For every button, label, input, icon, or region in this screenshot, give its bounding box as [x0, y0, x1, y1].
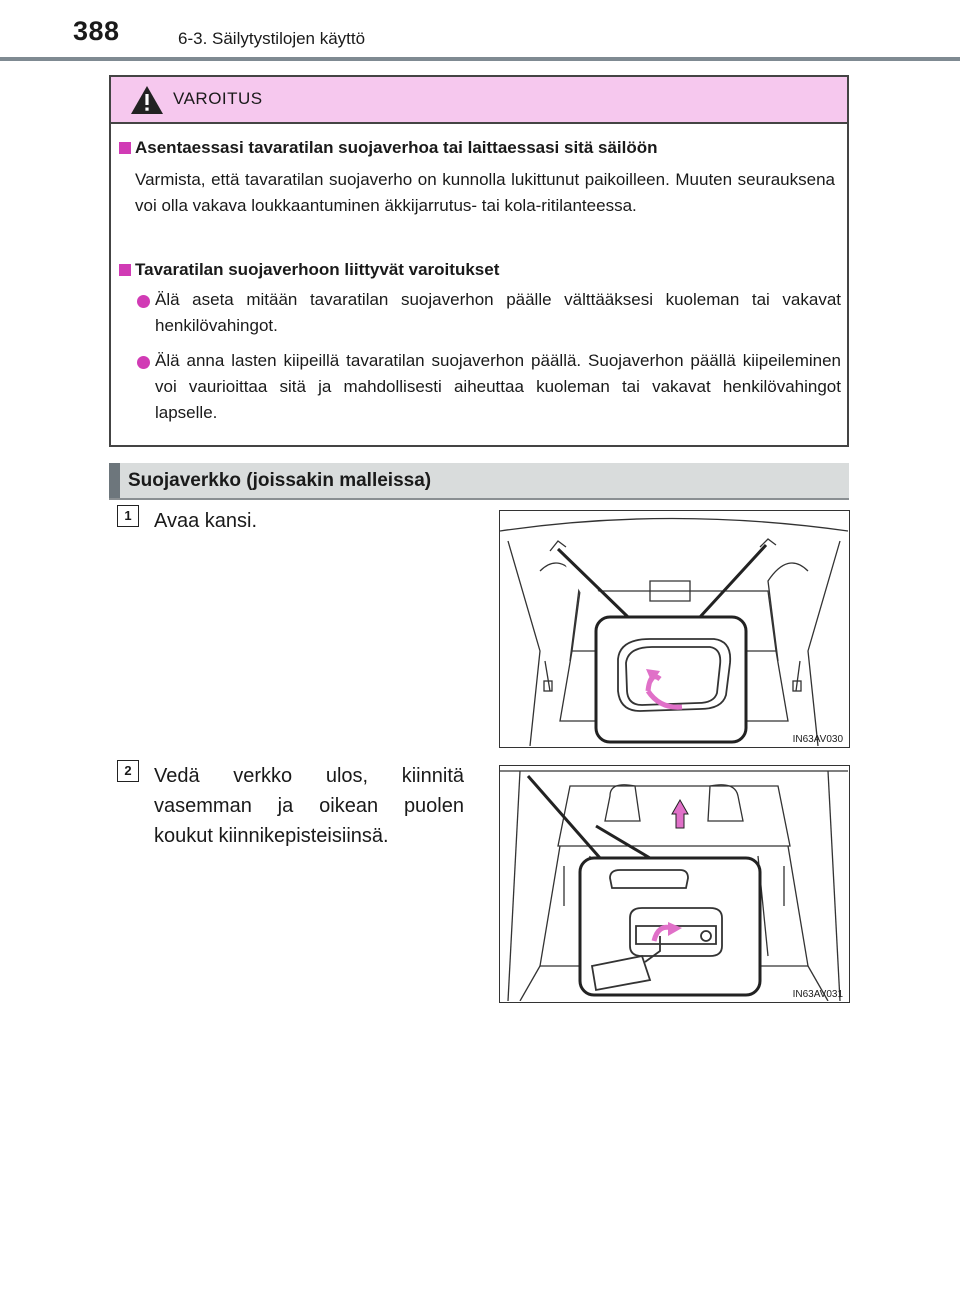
warning-bullet: Älä anna lasten kiipeillä tavaratilan suojaverhon päällä. Suojaverhon päällä kiipeileminen voi vaurioittaa sitä ja mahdollisesti aiheuttaa kuoleman tai vakavat henkilövahingot lapselle. [155, 351, 841, 422]
step-text: Avaa kansi. [154, 510, 258, 532]
warning-triangle-icon [130, 85, 164, 115]
page-header [0, 0, 960, 60]
page-number: 388 [73, 16, 120, 46]
subsection-marker [109, 463, 120, 498]
car-interior-illustration [500, 511, 848, 746]
warning-item-heading: Asentaessasi tavaratilan suojaverhoa tai laittaessasi sitä säilöön [135, 138, 658, 157]
warning-header [111, 77, 847, 124]
warning-item-text: Varmista, että tavaratilan suojaverho on kunnolla lukittunut paikoilleen. Muuten seurauksena voi olla vakava loukkaantuminen äkkijarrutus- tai kola-ritilanteessa. [135, 170, 835, 215]
header-rule [0, 57, 960, 61]
subsection-header [109, 463, 849, 500]
figure-attach-net [499, 765, 850, 1003]
step-number-badge: 2 [117, 760, 139, 782]
section-title: 6-3. Säilytystilojen käyttö [178, 29, 366, 48]
warning-box [109, 75, 849, 447]
warning-title: VAROITUS [173, 89, 263, 108]
warning-item-heading: Tavaratilan suojaverhoon liittyvät varoitukset [135, 260, 500, 279]
figure-open-cover [499, 510, 850, 748]
round-bullet-icon [137, 356, 150, 369]
square-bullet-icon [119, 142, 131, 154]
round-bullet-icon [137, 295, 150, 308]
warning-bullet: Älä aseta mitään tavaratilan suojaverhon päälle välttääksesi kuoleman tai vakavat henkilövahingot. [155, 290, 841, 335]
cargo-area-illustration [500, 766, 848, 1001]
step-text: Vedä verkko ulos, kiinnitä vasemman ja oikean puolen koukut kiinnikepisteisiinsä. [154, 765, 464, 847]
step-number-badge: 1 [117, 505, 139, 527]
figure-label: IN63AV030 [792, 734, 843, 745]
subsection-title: Suojaverkko (joissakin malleissa) [128, 470, 432, 491]
figure-label: IN63AV031 [792, 989, 843, 1000]
square-bullet-icon [119, 264, 131, 276]
